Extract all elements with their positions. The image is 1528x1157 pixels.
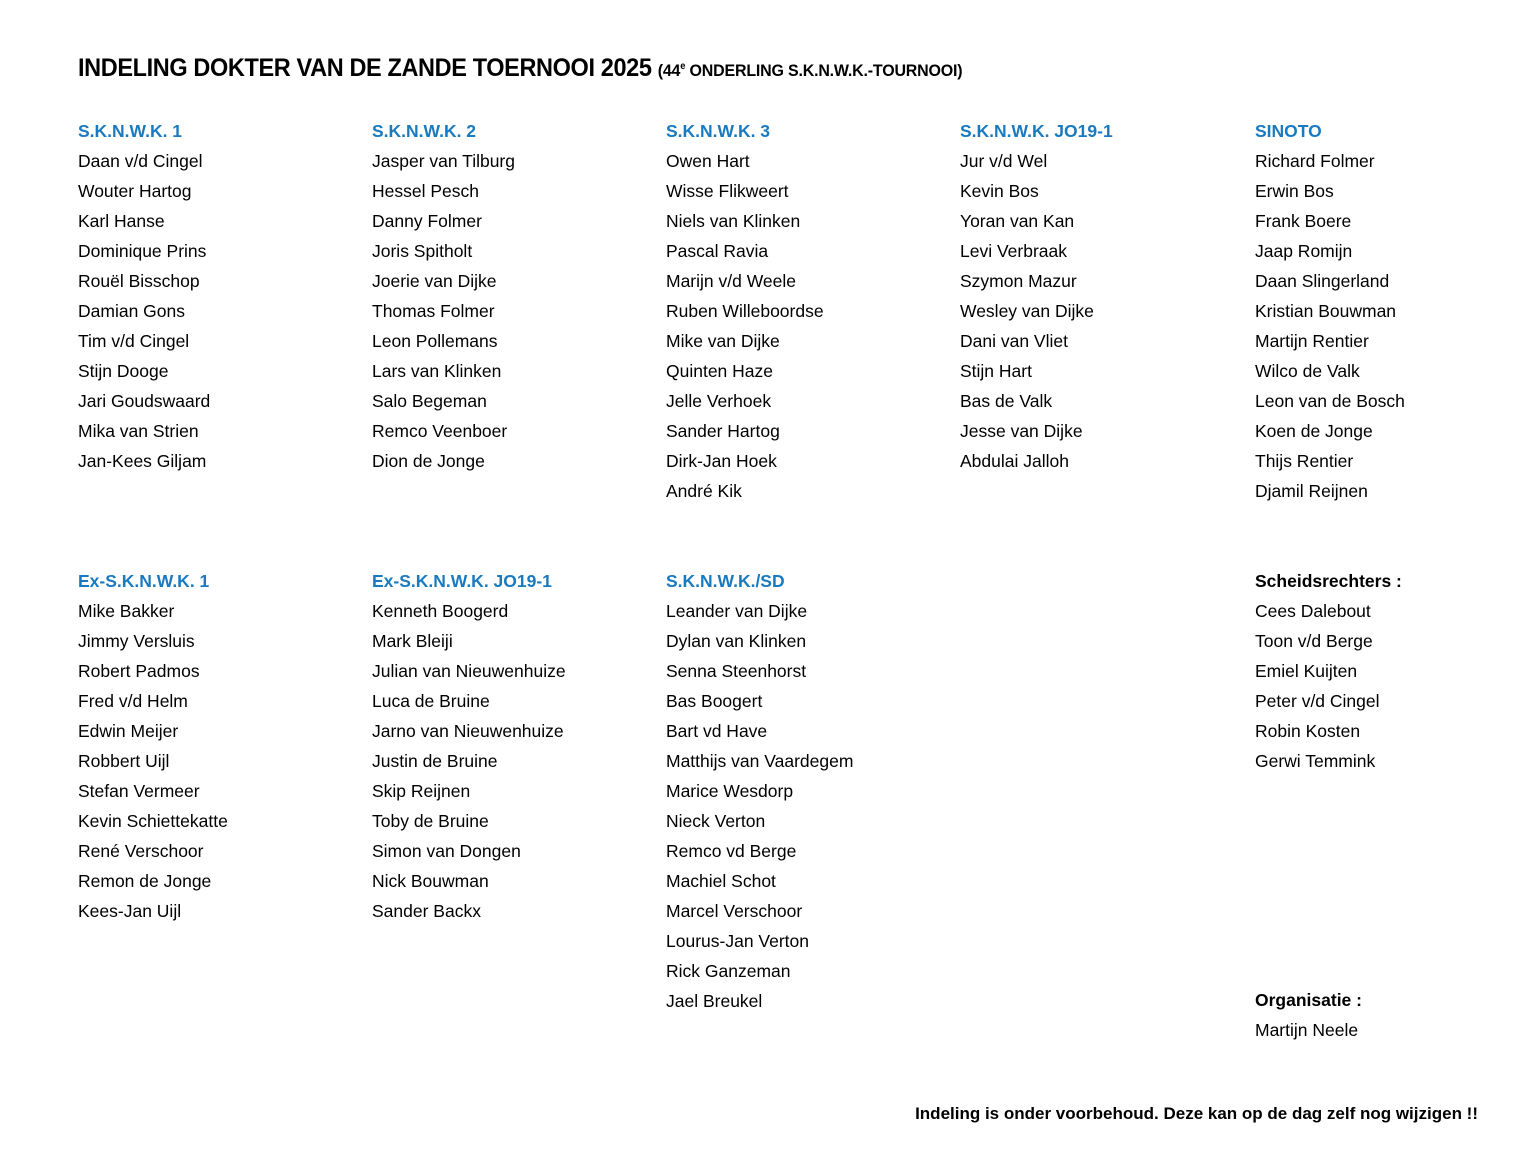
player-name: Wisse Flikweert bbox=[666, 181, 789, 201]
organiser-name: Martijn Neele bbox=[1255, 1020, 1359, 1040]
player-name: Kenneth Boogerd bbox=[372, 601, 509, 621]
player-name: Jasper van Tilburg bbox=[372, 151, 515, 171]
player-name: Leon van de Bosch bbox=[1255, 391, 1405, 411]
player-name: Wouter Hartog bbox=[78, 181, 192, 201]
player-name: Dominique Prins bbox=[78, 241, 207, 261]
player-name: Lars van Klinken bbox=[372, 361, 502, 381]
team-name: Ex-S.K.N.W.K. 1 bbox=[78, 571, 210, 591]
referee-name: Gerwi Temmink bbox=[1255, 751, 1376, 771]
player-name: Kevin Bos bbox=[960, 181, 1039, 201]
team-block bbox=[78, 566, 358, 926]
player-name: Julian van Nieuwenhuize bbox=[372, 661, 566, 681]
player-name: Remco Veenboer bbox=[372, 421, 508, 441]
referee-name: Emiel Kuijten bbox=[1255, 661, 1358, 681]
player-name: Jimmy Versluis bbox=[78, 631, 195, 651]
player-name: Simon van Dongen bbox=[372, 841, 521, 861]
player-name: Hessel Pesch bbox=[372, 181, 479, 201]
team-name: Ex-S.K.N.W.K. JO19-1 bbox=[372, 571, 552, 591]
team-name: S.K.N.W.K. 1 bbox=[78, 121, 183, 141]
player-name: Jarno van Nieuwenhuize bbox=[372, 721, 564, 741]
player-name: Marice Wesdorp bbox=[666, 781, 794, 801]
player-name: Szymon Mazur bbox=[960, 271, 1077, 291]
referee-name: Robin Kosten bbox=[1255, 721, 1361, 741]
player-name: Jari Goudswaard bbox=[78, 391, 211, 411]
referees-list bbox=[1255, 596, 1528, 776]
referee-name: Toon v/d Berge bbox=[1255, 631, 1373, 651]
player-name: Ruben Willeboordse bbox=[666, 301, 824, 321]
player-name: Dion de Jonge bbox=[372, 451, 485, 471]
player-name: Bas Boogert bbox=[666, 691, 763, 711]
player-name: Frank Boere bbox=[1255, 211, 1352, 231]
player-name: Quinten Haze bbox=[666, 361, 774, 381]
player-name: Nieck Verton bbox=[666, 811, 766, 831]
player-name: Stijn Hart bbox=[960, 361, 1032, 381]
player-name: Tim v/d Cingel bbox=[78, 331, 190, 351]
player-name: Karl Hanse bbox=[78, 211, 165, 231]
team-block bbox=[78, 116, 358, 476]
player-name: Marcel Verschoor bbox=[666, 901, 803, 921]
player-name: Mika van Strien bbox=[78, 421, 199, 441]
player-name: André Kik bbox=[666, 481, 742, 501]
player-name: Wesley van Dijke bbox=[960, 301, 1094, 321]
player-name: Kees-Jan Uijl bbox=[78, 901, 182, 921]
player-name: Sander Hartog bbox=[666, 421, 780, 441]
player-name: Bart vd Have bbox=[666, 721, 768, 741]
player-name: Robert Padmos bbox=[78, 661, 200, 681]
player-name: Joris Spitholt bbox=[372, 241, 473, 261]
team-name: SINOTO bbox=[1255, 121, 1322, 141]
player-name: Machiel Schot bbox=[666, 871, 776, 891]
team-block bbox=[372, 566, 652, 926]
player-name: Djamil Reijnen bbox=[1255, 481, 1368, 501]
player-name: Rouël Bisschop bbox=[78, 271, 200, 291]
player-name: Daan v/d Cingel bbox=[78, 151, 203, 171]
team-name: S.K.N.W.K. JO19-1 bbox=[960, 121, 1113, 141]
player-name: Sander Backx bbox=[372, 901, 481, 921]
player-name: Dani van Vliet bbox=[960, 331, 1068, 351]
player-name: Richard Folmer bbox=[1255, 151, 1375, 171]
organisation-list bbox=[1255, 1015, 1528, 1045]
player-name: Rick Ganzeman bbox=[666, 961, 791, 981]
player-name: Damian Gons bbox=[78, 301, 185, 321]
player-name: Remco vd Berge bbox=[666, 841, 797, 861]
team-name: S.K.N.W.K. 2 bbox=[372, 121, 477, 141]
disclaimer-note: Indeling is onder voorbehoud. Deze kan op de dag zelf nog wijzigen !! bbox=[915, 1104, 1478, 1123]
team-block bbox=[666, 566, 946, 1016]
player-name: Mark Bleiji bbox=[372, 631, 453, 651]
referee-name: Cees Dalebout bbox=[1255, 601, 1371, 621]
player-name: Martijn Rentier bbox=[1255, 331, 1369, 351]
player-name: Daan Slingerland bbox=[1255, 271, 1390, 291]
title-subtitle: (44e ONDERLING S.K.N.W.K.-TOURNOOI) bbox=[657, 61, 963, 80]
team-block bbox=[1255, 116, 1528, 506]
referees-block bbox=[1255, 566, 1528, 776]
organisation-block bbox=[1255, 985, 1528, 1045]
player-name: Niels van Klinken bbox=[666, 211, 801, 231]
team-name: S.K.N.W.K. 3 bbox=[666, 121, 771, 141]
player-name: Mike Bakker bbox=[78, 601, 175, 621]
player-name: Dylan van Klinken bbox=[666, 631, 807, 651]
player-name: Jur v/d Wel bbox=[960, 151, 1048, 171]
player-name: Koen de Jonge bbox=[1255, 421, 1373, 441]
player-name: Jael Breukel bbox=[666, 991, 763, 1011]
player-name: Kevin Schiettekatte bbox=[78, 811, 228, 831]
player-name: Stefan Vermeer bbox=[78, 781, 200, 801]
player-name: Jesse van Dijke bbox=[960, 421, 1083, 441]
player-name: Thomas Folmer bbox=[372, 301, 495, 321]
player-name: Thijs Rentier bbox=[1255, 451, 1354, 471]
player-name: Fred v/d Helm bbox=[78, 691, 188, 711]
referees-label: Scheidsrechters : bbox=[1255, 571, 1402, 591]
player-name: Levi Verbraak bbox=[960, 241, 1068, 261]
player-name: Erwin Bos bbox=[1255, 181, 1334, 201]
player-name: Edwin Meijer bbox=[78, 721, 179, 741]
player-name: Bas de Valk bbox=[960, 391, 1053, 411]
player-name: Owen Hart bbox=[666, 151, 750, 171]
player-name: Robbert Uijl bbox=[78, 751, 170, 771]
player-name: Luca de Bruine bbox=[372, 691, 490, 711]
player-name: Dirk-Jan Hoek bbox=[666, 451, 777, 471]
player-name: Abdulai Jalloh bbox=[960, 451, 1069, 471]
player-name: Leander van Dijke bbox=[666, 601, 808, 621]
player-name: Senna Steenhorst bbox=[666, 661, 807, 681]
player-name: Stijn Dooge bbox=[78, 361, 169, 381]
team-block bbox=[960, 116, 1240, 476]
team-block bbox=[666, 116, 946, 506]
player-name: Lourus-Jan Verton bbox=[666, 931, 810, 951]
team-name: S.K.N.W.K./SD bbox=[666, 571, 785, 591]
team-block bbox=[372, 116, 652, 476]
player-name: Remon de Jonge bbox=[78, 871, 212, 891]
player-name: Jan-Kees Giljam bbox=[78, 451, 207, 471]
referee-name: Peter v/d Cingel bbox=[1255, 691, 1380, 711]
ordinal-suffix: e bbox=[680, 61, 686, 72]
organisation-label: Organisatie : bbox=[1255, 990, 1362, 1010]
player-name: Skip Reijnen bbox=[372, 781, 471, 801]
player-name: Jelle Verhoek bbox=[666, 391, 772, 411]
player-name: Kristian Bouwman bbox=[1255, 301, 1397, 321]
title-main: INDELING DOKTER VAN DE ZANDE TOERNOOI 2025 bbox=[78, 54, 652, 82]
player-name: Joerie van Dijke bbox=[372, 271, 497, 291]
player-name: Leon Pollemans bbox=[372, 331, 498, 351]
player-name: Toby de Bruine bbox=[372, 811, 489, 831]
player-name: Justin de Bruine bbox=[372, 751, 498, 771]
player-name: Nick Bouwman bbox=[372, 871, 489, 891]
player-name: Pascal Ravia bbox=[666, 241, 769, 261]
player-name: Jaap Romijn bbox=[1255, 241, 1353, 261]
player-name: Salo Begeman bbox=[372, 391, 487, 411]
player-name: Danny Folmer bbox=[372, 211, 482, 231]
page-title bbox=[78, 54, 962, 83]
player-name: Marijn v/d Weele bbox=[666, 271, 797, 291]
player-name: René Verschoor bbox=[78, 841, 204, 861]
player-name: Wilco de Valk bbox=[1255, 361, 1360, 381]
player-name: Yoran van Kan bbox=[960, 211, 1075, 231]
player-name: Mike van Dijke bbox=[666, 331, 780, 351]
player-name: Matthijs van Vaardegem bbox=[666, 751, 854, 771]
